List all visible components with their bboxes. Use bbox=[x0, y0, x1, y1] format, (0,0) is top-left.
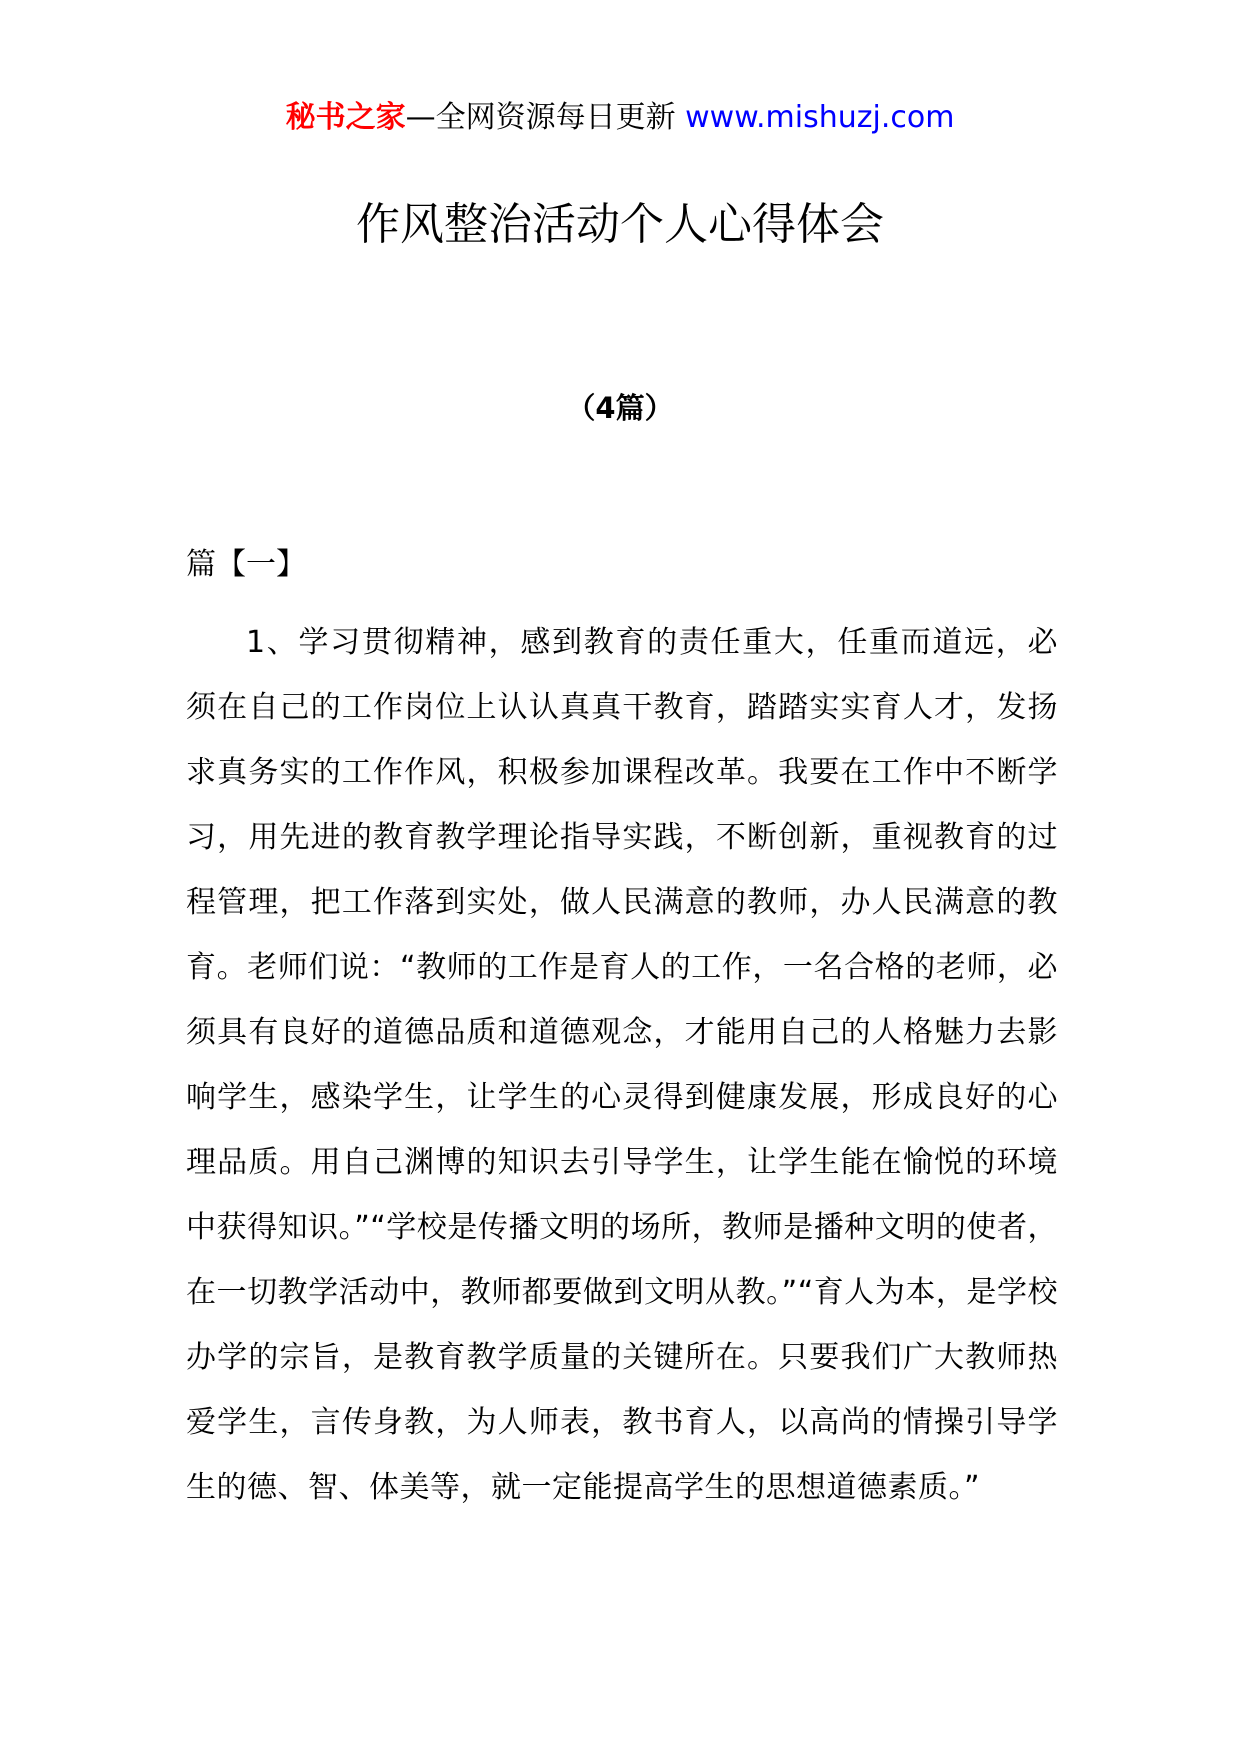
brand-name: 秘书之家 bbox=[285, 100, 406, 135]
site-url-link[interactable]: www.mishuzj.com bbox=[685, 100, 955, 135]
section-heading: 篇【一】 bbox=[186, 547, 306, 582]
document-title: 作风整治活动个人心得体会 bbox=[356, 199, 884, 250]
header-slogan: —全网资源每日更新 bbox=[405, 100, 686, 135]
site-header bbox=[0, 98, 1240, 138]
document-subtitle: （4篇） bbox=[566, 391, 674, 425]
body-paragraph: 1、学习贯彻精神，感到教育的责任重大，任重而道远，必须在自己的工作岗位上认认真真干教育，踏踏实实育人才，发扬求真务实的工作作风，积极参加课程改革。我要在工作中不断学习，用先进的教育教学理论指导实践，不断创新，重视教育的过程管理，把工作落到实处，做人民满意的教师，办人民满意的教育。老师们说：“教师的工作是育人的工作，一名合格的老师，必须具有良好的道德品质和道德观念，才能用自己的人格魅力去影响学生，感染学生，让学生的心灵得到健康发展，形成良好的心理品质。用自己渊博的知识去引导学生，让学生能在愉悦的环境中获得知识。”“学校是传播文明的场所，教师是播种文明的使者，在一切教学活动中，教师都要做到文明从教。”“育人为本，是学校办学的宗旨，是教育教学质量的关键所在。只要我们广大教师热爱学生，言传身教，为人师表，教书育人，以高尚的情操引导学生的德、智、体美等，就一定能提高学生的思想道德素质。” bbox=[186, 625, 1058, 1505]
